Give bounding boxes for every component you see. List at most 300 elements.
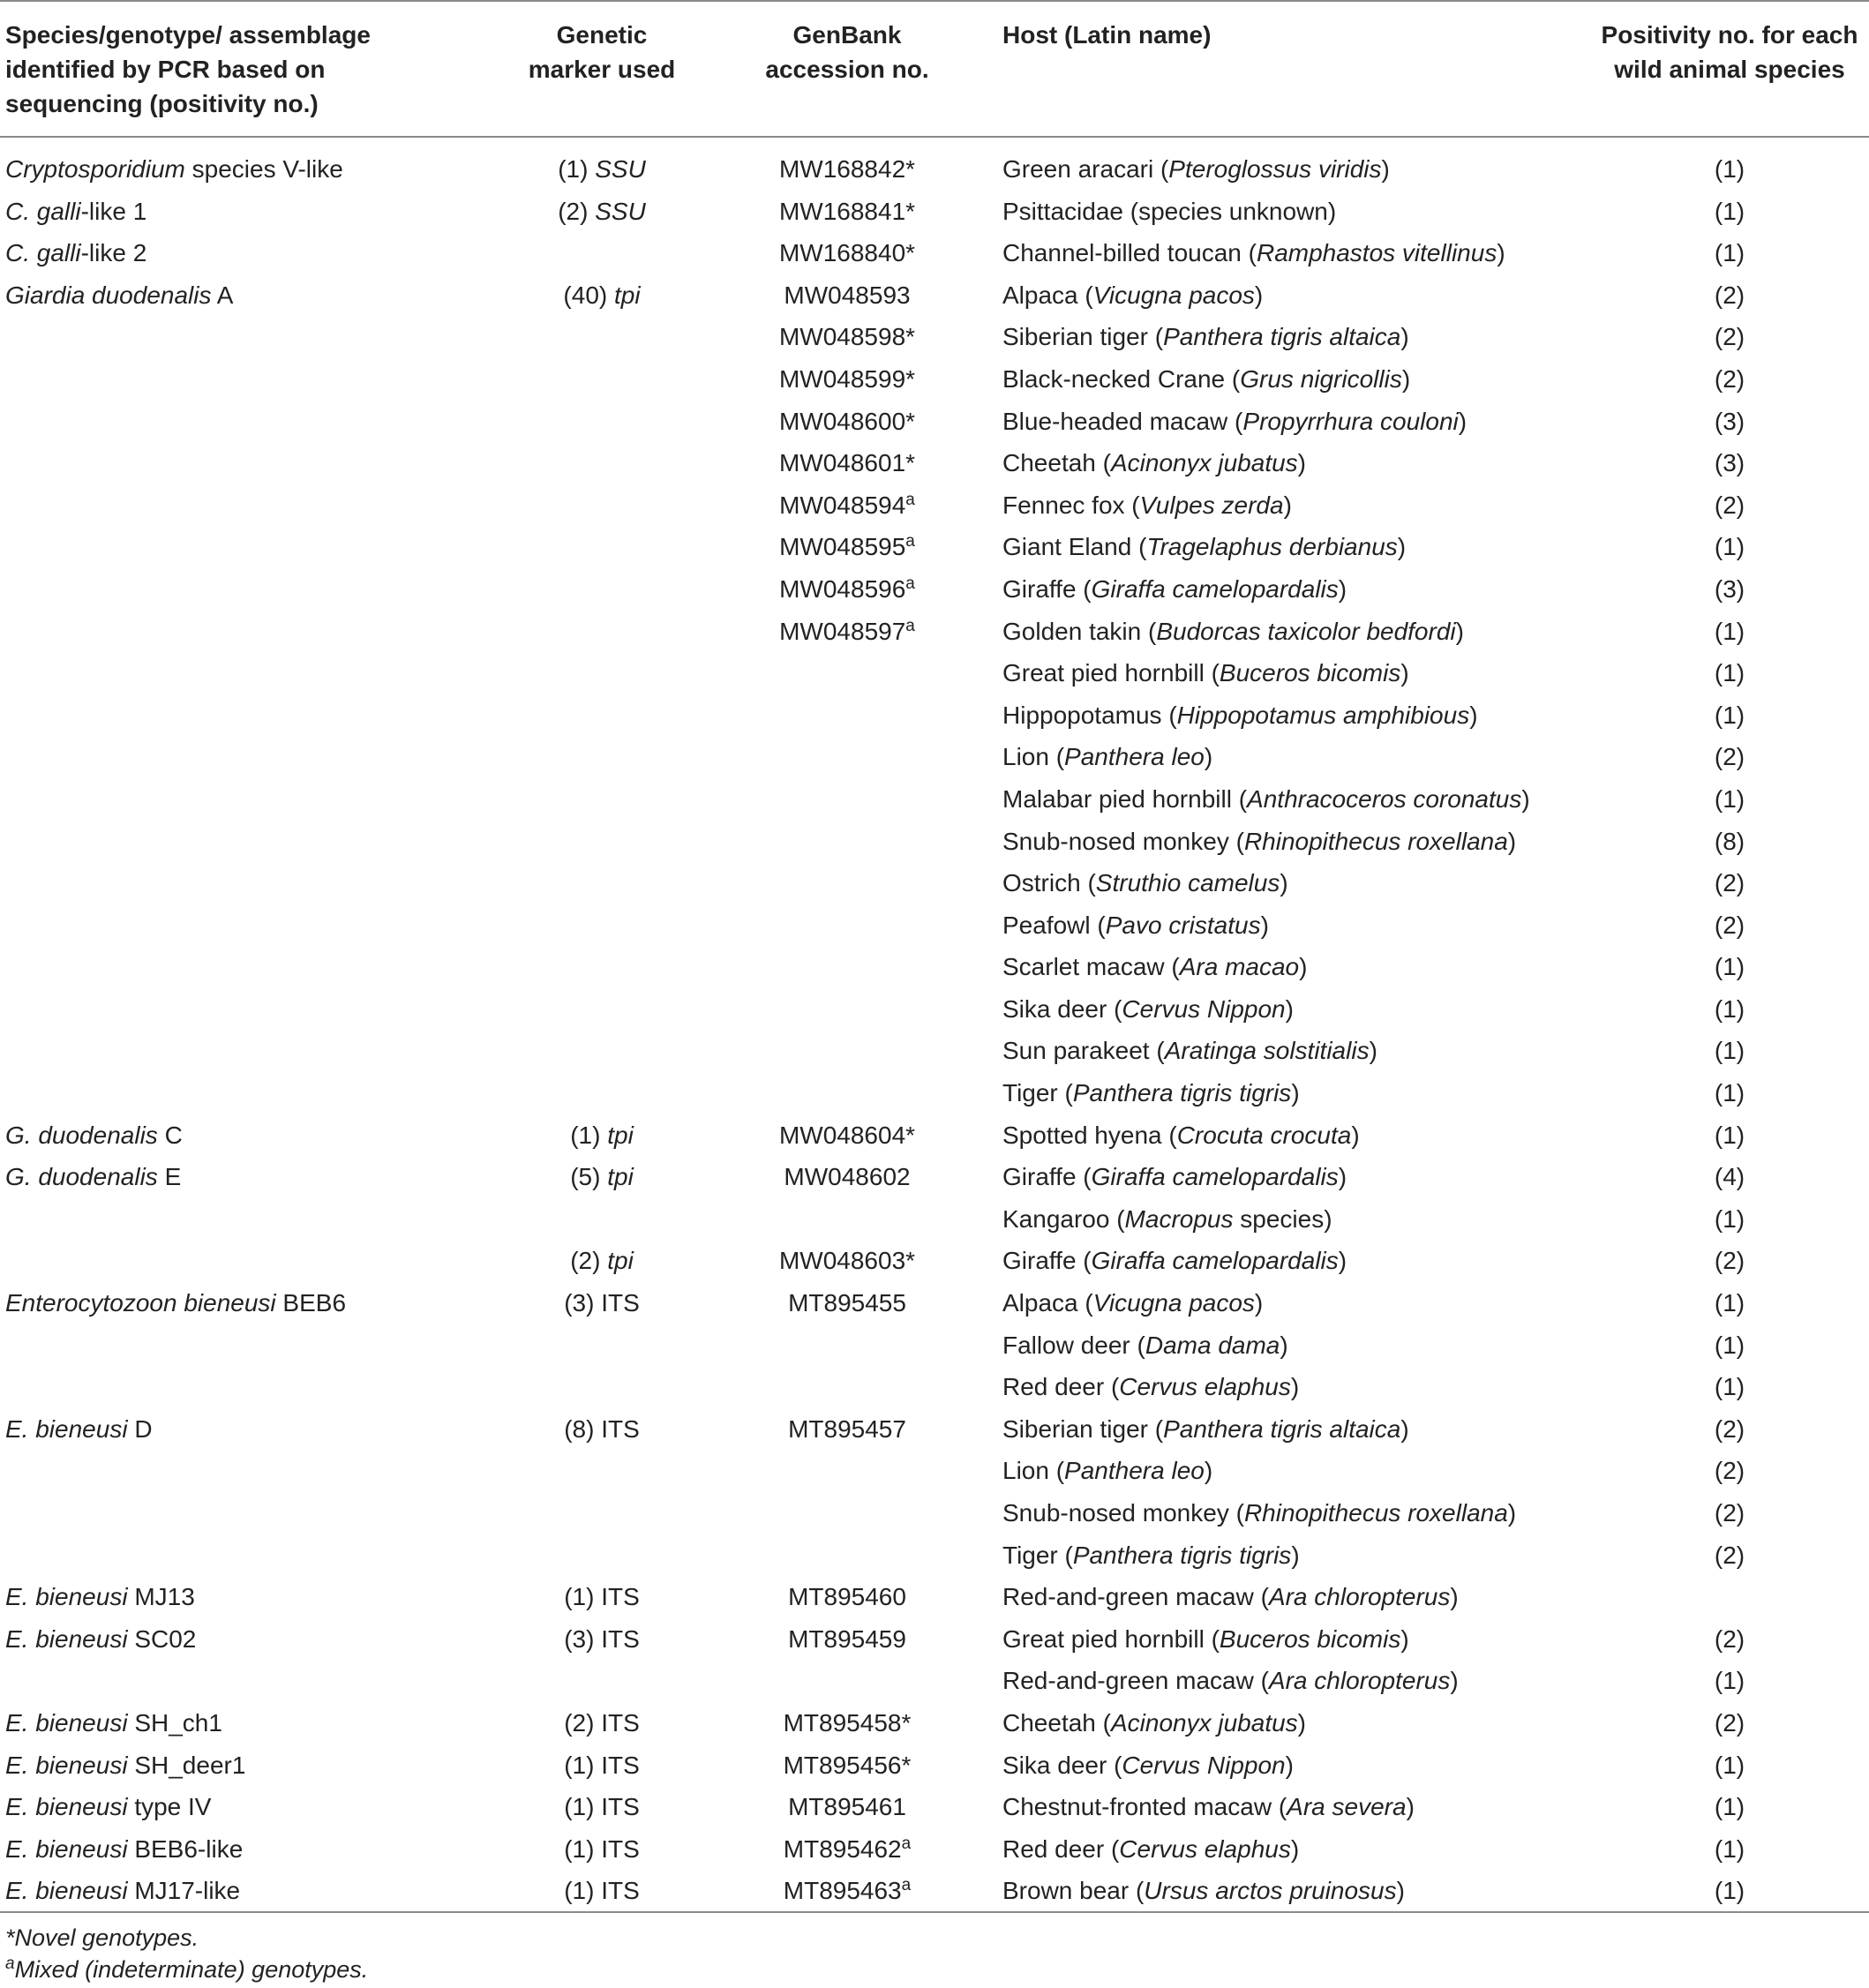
- marker-count: (3): [564, 1624, 595, 1653]
- accession-mixed-mark: a: [905, 574, 915, 593]
- species-name-rest: SH_deer1: [127, 1751, 246, 1779]
- cell-host: Fallow deer (Dama dama): [1002, 1331, 1288, 1359]
- cell-species: [5, 694, 535, 737]
- cell-host: Spotted hyena (Crocuta crocuta): [1002, 1121, 1360, 1149]
- host-common-name: Giant Eland: [1002, 533, 1132, 561]
- table-row: [0, 1828, 1869, 1871]
- cell-genetic-marker: [514, 652, 690, 694]
- species-name-italic: E. bieneusi: [5, 1793, 128, 1821]
- cell-positivity: (1): [1714, 1037, 1745, 1065]
- header-positivity: Positivity no. for each wild animal species: [1601, 21, 1858, 83]
- footnote-mixed-mark: a: [5, 1954, 15, 1973]
- marker-count: (3): [564, 1289, 595, 1317]
- cell-host: Snub-nosed monkey (Rhinopithecus roxellana): [1002, 827, 1517, 855]
- table-row: [0, 862, 1869, 904]
- table-row: [0, 1702, 1869, 1744]
- cell-host: Lion (Panthera leo): [1002, 743, 1213, 771]
- host-common-name: Great pied hornbill: [1002, 1624, 1205, 1653]
- marker-count: (5): [570, 1163, 601, 1191]
- cell-host: Scarlet macaw (Ara macao): [1002, 953, 1308, 981]
- cell-accession: [737, 1702, 957, 1744]
- cell-positivity: (4): [1714, 1163, 1745, 1191]
- cell-accession: [737, 401, 957, 443]
- accession-number: MW048593: [784, 281, 911, 309]
- cell-accession: [737, 442, 957, 484]
- host-latin-name: Cervus Nippon: [1122, 994, 1286, 1023]
- cell-genetic-marker: [514, 401, 690, 443]
- cell-host: Blue-headed macaw (Propyrrhura couloni): [1002, 407, 1467, 435]
- accession-novel-mark: *: [905, 449, 916, 477]
- accession-number: MW048596: [779, 574, 906, 603]
- cell-genetic-marker: [514, 1786, 690, 1828]
- host-common-name: Giraffe: [1002, 1247, 1077, 1275]
- cell-species: [5, 526, 535, 568]
- marker-count: (1): [558, 155, 589, 183]
- cell-positivity: (2): [1714, 1541, 1745, 1569]
- cell-host: Chestnut-fronted macaw (Ara severa): [1002, 1793, 1415, 1821]
- cell-species: [5, 274, 535, 317]
- table-row: [0, 1576, 1869, 1618]
- cell-host: Cheetah (Acinonyx jubatus): [1002, 1708, 1306, 1737]
- table-row: [0, 1156, 1869, 1198]
- cell-genetic-marker: [514, 1240, 690, 1282]
- table-row: [0, 1114, 1869, 1157]
- cell-genetic-marker: [514, 274, 690, 317]
- accession-novel-mark: *: [905, 155, 916, 183]
- host-common-name: Cheetah: [1002, 1708, 1096, 1737]
- cell-positivity: (2): [1714, 1708, 1745, 1737]
- species-name-italic: G. duodenalis: [5, 1163, 158, 1191]
- cell-host: Siberian tiger (Panthera tigris altaica): [1002, 323, 1409, 351]
- cell-genetic-marker: [514, 1828, 690, 1871]
- accession-novel-mark: *: [905, 407, 916, 435]
- table-row: [0, 1072, 1869, 1114]
- cell-accession: [737, 1744, 957, 1787]
- host-latin-name: Macropus: [1124, 1204, 1234, 1233]
- cell-accession: [737, 358, 957, 401]
- table-row: [0, 1408, 1869, 1451]
- table-row: [0, 736, 1869, 778]
- marker-count: (2): [564, 1708, 595, 1737]
- accession-number: MW048594: [779, 491, 906, 519]
- cell-positivity: (1): [1714, 701, 1745, 729]
- host-common-name: Fennec fox: [1002, 491, 1125, 519]
- cell-species: [5, 1744, 535, 1787]
- cell-accession: [737, 1282, 957, 1324]
- species-name-rest: A: [211, 281, 234, 309]
- table-row: [0, 1450, 1869, 1492]
- cell-genetic-marker: [514, 1534, 690, 1577]
- host-latin-name: Vulpes zerda: [1139, 491, 1284, 519]
- footnote-novel-text: Novel genotypes.: [14, 1924, 199, 1951]
- marker-count: (1): [564, 1793, 595, 1821]
- accession-novel-mark: *: [901, 1708, 912, 1737]
- cell-host: Great pied hornbill (Buceros bicomis): [1002, 1624, 1409, 1653]
- marker-count: (2): [570, 1247, 601, 1275]
- cell-genetic-marker: [514, 1114, 690, 1157]
- cell-species: [5, 611, 535, 653]
- cell-positivity: (1): [1714, 994, 1745, 1023]
- host-common-name: Alpaca: [1002, 1289, 1078, 1317]
- species-name-rest: MJ13: [127, 1583, 195, 1611]
- host-common-name: Lion: [1002, 1457, 1049, 1485]
- cell-positivity: (1): [1714, 784, 1745, 813]
- cell-accession: [737, 904, 957, 947]
- cell-positivity: (1): [1714, 1289, 1745, 1317]
- cell-genetic-marker: [514, 1618, 690, 1661]
- host-common-name: Alpaca: [1002, 281, 1078, 309]
- accession-number: MW168842: [778, 155, 906, 183]
- cell-host: Sika deer (Cervus Nippon): [1002, 1751, 1294, 1779]
- cell-genetic-marker: [514, 1744, 690, 1787]
- cell-accession: [737, 1828, 957, 1871]
- cell-positivity: (2): [1714, 911, 1745, 939]
- cell-accession: [737, 1156, 957, 1198]
- header-species: Species/genotype/ assemblage identified by PCR based on sequencing (positivity no.): [5, 21, 371, 117]
- table-top-rule: [0, 0, 1869, 2]
- table-row: [0, 526, 1869, 568]
- cell-host: Ostrich (Struthio camelus): [1002, 869, 1288, 897]
- accession-number: MW048599: [778, 364, 906, 393]
- cell-host: Red deer (Cervus elaphus): [1002, 1834, 1300, 1863]
- cell-host: Tiger (Panthera tigris tigris): [1002, 1079, 1300, 1107]
- cell-positivity: (3): [1714, 574, 1745, 603]
- accession-novel-mark: *: [905, 239, 916, 267]
- host-latin-name: Tragelaphus derbianus: [1146, 533, 1398, 561]
- marker-name: tpi: [607, 1247, 634, 1275]
- cell-host: Tiger (Panthera tigris tigris): [1002, 1541, 1300, 1569]
- cell-positivity: (2): [1714, 1499, 1745, 1527]
- host-common-name: Red deer: [1002, 1834, 1105, 1863]
- host-common-name: Blue-headed macaw: [1002, 407, 1228, 435]
- cell-positivity: (3): [1714, 449, 1745, 477]
- host-latin-name: Propyrrhura couloni: [1242, 407, 1459, 435]
- cell-accession: [737, 611, 957, 653]
- cell-positivity: (2): [1714, 281, 1745, 309]
- species-name-rest: -like 2: [80, 239, 147, 267]
- table-row: [0, 904, 1869, 947]
- host-common-name: Cheetah: [1002, 449, 1096, 477]
- accession-mixed-mark: a: [905, 532, 915, 551]
- cell-species: [5, 778, 535, 821]
- species-name-rest: -like 1: [80, 197, 147, 225]
- cell-genetic-marker: [514, 358, 690, 401]
- accession-number: MT895457: [788, 1414, 906, 1443]
- accession-novel-mark: *: [905, 197, 916, 225]
- cell-species: [5, 442, 535, 484]
- cell-positivity: (8): [1714, 827, 1745, 855]
- cell-host: Fennec fox (Vulpes zerda): [1002, 491, 1292, 519]
- host-common-name: Golden takin: [1002, 617, 1142, 645]
- cell-genetic-marker: [514, 778, 690, 821]
- cell-positivity: (1): [1714, 1834, 1745, 1863]
- header-host: Host (Latin name): [1002, 21, 1212, 49]
- cell-genetic-marker: [514, 442, 690, 484]
- cell-positivity: (1): [1714, 1751, 1745, 1779]
- host-common-name: Brown bear: [1002, 1877, 1130, 1905]
- cell-host: [1002, 191, 1673, 233]
- species-name-italic: E. bieneusi: [5, 1877, 128, 1905]
- table-row: [0, 1660, 1869, 1702]
- accession-number: MW048604: [778, 1121, 906, 1149]
- table-header: [0, 18, 1869, 132]
- table-row: [0, 442, 1869, 484]
- cell-accession: [737, 946, 957, 988]
- cell-host: Sun parakeet (Aratinga solstitialis): [1002, 1037, 1377, 1065]
- cell-genetic-marker: [514, 611, 690, 653]
- cell-accession: [737, 191, 957, 233]
- cell-genetic-marker: [514, 526, 690, 568]
- cell-species: [5, 736, 535, 778]
- cell-genetic-marker: [514, 1870, 690, 1912]
- cell-species: [5, 1366, 535, 1408]
- host-latin-name: Hippopotamus amphibious: [1176, 701, 1470, 729]
- cell-accession: [737, 988, 957, 1031]
- host-latin-name: Ramphastos vitellinus: [1256, 239, 1497, 267]
- cell-accession: [737, 1072, 957, 1114]
- cell-accession: [737, 652, 957, 694]
- marker-name: ITS: [601, 1877, 640, 1905]
- host-latin-name: Panthera tigris altaica: [1163, 1414, 1401, 1443]
- cell-genetic-marker: [514, 946, 690, 988]
- species-name-rest: type IV: [127, 1793, 212, 1821]
- host-common-name: Siberian tiger: [1002, 1414, 1148, 1443]
- species-name-italic: C. galli: [5, 239, 81, 267]
- marker-name: ITS: [601, 1414, 640, 1443]
- table-row: [0, 1030, 1869, 1072]
- marker-count: (1): [564, 1834, 595, 1863]
- table-row: [0, 191, 1869, 233]
- cell-host: Giraffe (Giraffa camelopardalis): [1002, 574, 1347, 603]
- cell-positivity: (2): [1714, 1247, 1745, 1275]
- accession-novel-mark: *: [901, 1751, 912, 1779]
- cell-accession: [737, 148, 957, 191]
- species-name-italic: E. bieneusi: [5, 1624, 128, 1653]
- cell-genetic-marker: [514, 1324, 690, 1367]
- accession-number: MT895463: [783, 1877, 902, 1905]
- accession-number: MT895462: [783, 1834, 902, 1863]
- species-name-italic: Cryptosporidium: [5, 155, 185, 183]
- cell-positivity: (2): [1714, 1414, 1745, 1443]
- species-name-rest: species V-like: [184, 155, 343, 183]
- host-latin-name: Pteroglossus viridis: [1168, 155, 1382, 183]
- cell-species: [5, 191, 535, 233]
- host-common-name: Green aracari: [1002, 155, 1154, 183]
- cell-genetic-marker: [514, 1072, 690, 1114]
- species-name-italic: Enterocytozoon bieneusi: [5, 1289, 276, 1317]
- marker-name: ITS: [601, 1751, 640, 1779]
- cell-species: [5, 1156, 535, 1198]
- cell-species: [5, 1324, 535, 1367]
- table-row: [0, 694, 1869, 737]
- species-name-italic: G. duodenalis: [5, 1121, 158, 1149]
- cell-species: [5, 568, 535, 611]
- cell-host: Sika deer (Cervus Nippon): [1002, 994, 1294, 1023]
- species-name-rest: E: [157, 1163, 182, 1191]
- cell-species: [5, 904, 535, 947]
- host-latin-name: Giraffa camelopardalis: [1091, 574, 1339, 603]
- accession-number: MT895460: [788, 1583, 906, 1611]
- host-latin-name: Panthera tigris tigris: [1072, 1541, 1292, 1569]
- cell-species: [5, 484, 535, 527]
- cell-host: Great pied hornbill (Buceros bicomis): [1002, 659, 1409, 687]
- cell-positivity: (2): [1714, 491, 1745, 519]
- table-row: [0, 274, 1869, 317]
- cell-species: [5, 1282, 535, 1324]
- host-common-name: Red-and-green macaw: [1002, 1667, 1254, 1695]
- cell-positivity: (2): [1714, 1457, 1745, 1485]
- accession-mixed-mark: a: [901, 1834, 912, 1853]
- host-common-name: Fallow deer: [1002, 1331, 1130, 1359]
- marker-count: (2): [558, 197, 589, 225]
- cell-host: Red-and-green macaw (Ara chloropterus): [1002, 1583, 1459, 1611]
- cell-host: Hippopotamus (Hippopotamus amphibious): [1002, 701, 1478, 729]
- table-row: [0, 1324, 1869, 1367]
- marker-count: (8): [564, 1414, 595, 1443]
- cell-accession: [737, 778, 957, 821]
- header-genetic-marker: Genetic marker used: [528, 21, 676, 83]
- cell-accession: [737, 1492, 957, 1534]
- cell-positivity: (1): [1714, 239, 1745, 267]
- table-row: [0, 988, 1869, 1031]
- cell-genetic-marker: [514, 191, 690, 233]
- cell-host: Snub-nosed monkey (Rhinopithecus roxellana): [1002, 1499, 1517, 1527]
- marker-name: ITS: [601, 1793, 640, 1821]
- cell-species: [5, 1870, 535, 1912]
- cell-genetic-marker: [514, 1366, 690, 1408]
- accession-novel-mark: *: [905, 323, 916, 351]
- accession-number: MW168840: [778, 239, 906, 267]
- cell-host: Red deer (Cervus elaphus): [1002, 1373, 1300, 1401]
- cell-species: [5, 1534, 535, 1577]
- cell-genetic-marker: [514, 1492, 690, 1534]
- cell-positivity: (1): [1714, 1793, 1745, 1821]
- cell-species: [5, 1660, 535, 1702]
- species-name-italic: C. galli: [5, 197, 81, 225]
- cell-host: Lion (Panthera leo): [1002, 1457, 1213, 1485]
- header-genbank-accession: GenBank accession no.: [765, 21, 929, 83]
- species-name-italic: E. bieneusi: [5, 1834, 128, 1863]
- accession-novel-mark: *: [905, 364, 916, 393]
- marker-name: tpi: [607, 1121, 634, 1149]
- host-latin-name: Grus nigricollis: [1240, 364, 1402, 393]
- table-row: [0, 1534, 1869, 1577]
- cell-accession: [737, 821, 957, 863]
- species-name-rest: C: [157, 1121, 183, 1149]
- cell-species: [5, 862, 535, 904]
- table-bottom-rule: [0, 1911, 1869, 1913]
- cell-accession: [737, 1030, 957, 1072]
- cell-genetic-marker: [514, 862, 690, 904]
- host-common-name: Giraffe: [1002, 574, 1077, 603]
- host-latin-name: Ara chloropterus: [1268, 1583, 1451, 1611]
- table-row: [0, 316, 1869, 358]
- cell-accession: [737, 1450, 957, 1492]
- accession-number: MW048600: [778, 407, 906, 435]
- cell-species: [5, 358, 535, 401]
- marker-name: ITS: [601, 1583, 640, 1611]
- cell-accession: [737, 1198, 957, 1241]
- host-common-name: Giraffe: [1002, 1163, 1077, 1191]
- accession-number: MW048603: [778, 1247, 906, 1275]
- table-row: [0, 1618, 1869, 1661]
- host-common-name: Great pied hornbill: [1002, 659, 1205, 687]
- host-latin-name: Rhinopithecus roxellana: [1243, 1499, 1508, 1527]
- cell-positivity: [1641, 1576, 1818, 1618]
- host-name-tail: species: [1233, 1204, 1325, 1233]
- cell-host: Giraffe (Giraffa camelopardalis): [1002, 1247, 1347, 1275]
- marker-name: SSU: [595, 155, 646, 183]
- table-row: [0, 358, 1869, 401]
- table-row: [0, 611, 1869, 653]
- species-name-italic: Giardia duodenalis: [5, 281, 212, 309]
- host-common-name: Sika deer: [1002, 1751, 1107, 1779]
- cell-host: Red-and-green macaw (Ara chloropterus): [1002, 1667, 1459, 1695]
- host-latin-name: Ara macao: [1179, 953, 1300, 981]
- cell-positivity: (1): [1714, 617, 1745, 645]
- host-common-name: Snub-nosed monkey: [1002, 1499, 1229, 1527]
- cell-host: Brown bear (Ursus arctos pruinosus): [1002, 1877, 1405, 1905]
- host-common-name: Red-and-green macaw: [1002, 1583, 1254, 1611]
- species-name-rest: BEB6: [275, 1289, 347, 1317]
- accession-novel-mark: *: [905, 1121, 916, 1149]
- cell-accession: [737, 1618, 957, 1661]
- cell-accession: [737, 484, 957, 527]
- host-latin-name: Crocuta crocuta: [1176, 1121, 1352, 1149]
- cell-genetic-marker: [514, 988, 690, 1031]
- marker-count: (1): [564, 1877, 595, 1905]
- host-latin-name: Aratinga solstitialis: [1164, 1037, 1370, 1065]
- cell-species: [5, 946, 535, 988]
- accession-mixed-mark: a: [905, 490, 915, 509]
- host-latin-name: Ara chloropterus: [1268, 1667, 1451, 1695]
- cell-accession: [737, 1660, 957, 1702]
- cell-species: [5, 1786, 535, 1828]
- cell-host: Alpaca (Vicugna pacos): [1002, 1289, 1264, 1317]
- host-common-name: Chestnut-fronted macaw: [1002, 1793, 1272, 1821]
- cell-species: [5, 232, 535, 274]
- cell-genetic-marker: [514, 821, 690, 863]
- footnotes: [5, 1922, 368, 1985]
- cell-positivity: (1): [1714, 1331, 1745, 1359]
- table-row: [0, 778, 1869, 821]
- cell-species: [5, 1114, 535, 1157]
- host-latin-name: Struthio camelus: [1095, 869, 1280, 897]
- cell-positivity: (2): [1714, 743, 1745, 771]
- marker-count: (1): [570, 1121, 601, 1149]
- cell-positivity: (3): [1714, 407, 1745, 435]
- accession-number: MW048597: [779, 617, 906, 645]
- cell-genetic-marker: [514, 1198, 690, 1241]
- host-common-name: Siberian tiger: [1002, 323, 1148, 351]
- host-common-name: Scarlet macaw: [1002, 953, 1165, 981]
- cell-positivity: (1): [1714, 1667, 1745, 1695]
- cell-species: [5, 1828, 535, 1871]
- host-latin-name: Ara severa: [1287, 1793, 1407, 1821]
- marker-name: ITS: [601, 1624, 640, 1653]
- species-name-rest: SC02: [127, 1624, 197, 1653]
- cell-positivity: (1): [1714, 1373, 1745, 1401]
- host-latin-name: Giraffa camelopardalis: [1091, 1247, 1339, 1275]
- cell-host: Cheetah (Acinonyx jubatus): [1002, 449, 1306, 477]
- table-body: [0, 148, 1869, 1912]
- accession-novel-mark: *: [905, 1247, 916, 1275]
- species-name-rest: D: [127, 1414, 153, 1443]
- host-latin-name: Ursus arctos pruinosus: [1144, 1877, 1397, 1905]
- cell-species: [5, 401, 535, 443]
- cell-positivity: (2): [1714, 1624, 1745, 1653]
- cell-positivity: (2): [1714, 364, 1745, 393]
